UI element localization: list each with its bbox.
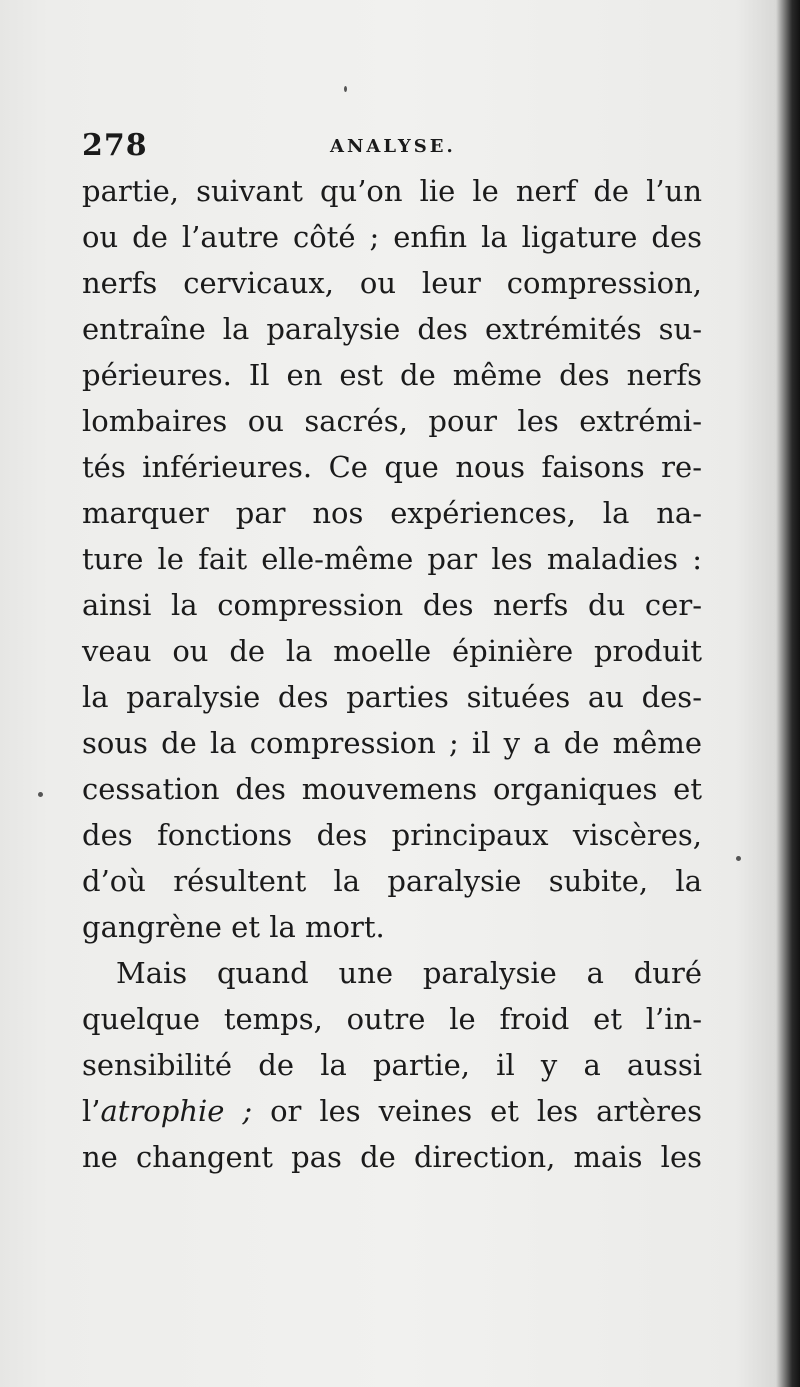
text-line: ne changent pas de direction, mais les — [82, 1140, 702, 1174]
text-line: lombaires ou sacrés, pour les extrémi- — [82, 404, 702, 438]
atrophy-line — [82, 1088, 702, 1134]
text-line: ainsi la compression des nerfs du cer- — [82, 588, 702, 622]
running-head: ANALYSE. — [330, 136, 456, 157]
atrophy-italic: atrophie ; — [100, 1094, 253, 1128]
body-text — [82, 168, 702, 1180]
text-line: sensibilité de la partie, il y a aussi — [82, 1048, 702, 1082]
text-line: périeures. Il en est de même des nerfs — [82, 358, 702, 392]
ink-speck — [344, 86, 347, 92]
text-line: veau ou de la moelle épinière produit — [82, 634, 702, 668]
text-line: la paralysie des parties situées au des- — [82, 680, 702, 714]
text-line: sous de la compression ; il y a de même — [82, 726, 702, 760]
page-number: 278 — [82, 128, 148, 163]
text-line: nerfs cervicaux, ou leur compression, — [82, 266, 702, 300]
text-line: tés inférieures. Ce que nous faisons re- — [82, 450, 702, 484]
ink-speck — [38, 792, 43, 797]
text-line: des fonctions des principaux viscères, — [82, 818, 702, 852]
atrophy-suffix: or les veines et les artères — [252, 1094, 702, 1128]
text-line: d’où résultent la paralysie subite, la — [82, 864, 702, 898]
paragraph-start-line: Mais quand une paralysie a duré — [116, 956, 702, 990]
text-line: entraîne la paralysie des extrémités su- — [82, 312, 702, 346]
text-line: ture le fait elle-même par les maladies : — [82, 542, 702, 576]
text-line: marquer par nos expériences, la na- — [82, 496, 702, 530]
text-line: partie, suivant qu’on lie le nerf de l’un — [82, 174, 702, 208]
text-line: ou de l’autre côté ; enfin la ligature des — [82, 220, 702, 254]
atrophy-prefix: l’ — [82, 1094, 101, 1128]
paragraph-end-line: gangrène et la mort. — [82, 910, 385, 944]
text-line: quelque temps, outre le froid et l’in- — [82, 1002, 702, 1036]
page-header — [82, 128, 702, 164]
text-line: cessation des mouvemens organiques et — [82, 772, 702, 806]
ink-speck — [736, 856, 741, 861]
